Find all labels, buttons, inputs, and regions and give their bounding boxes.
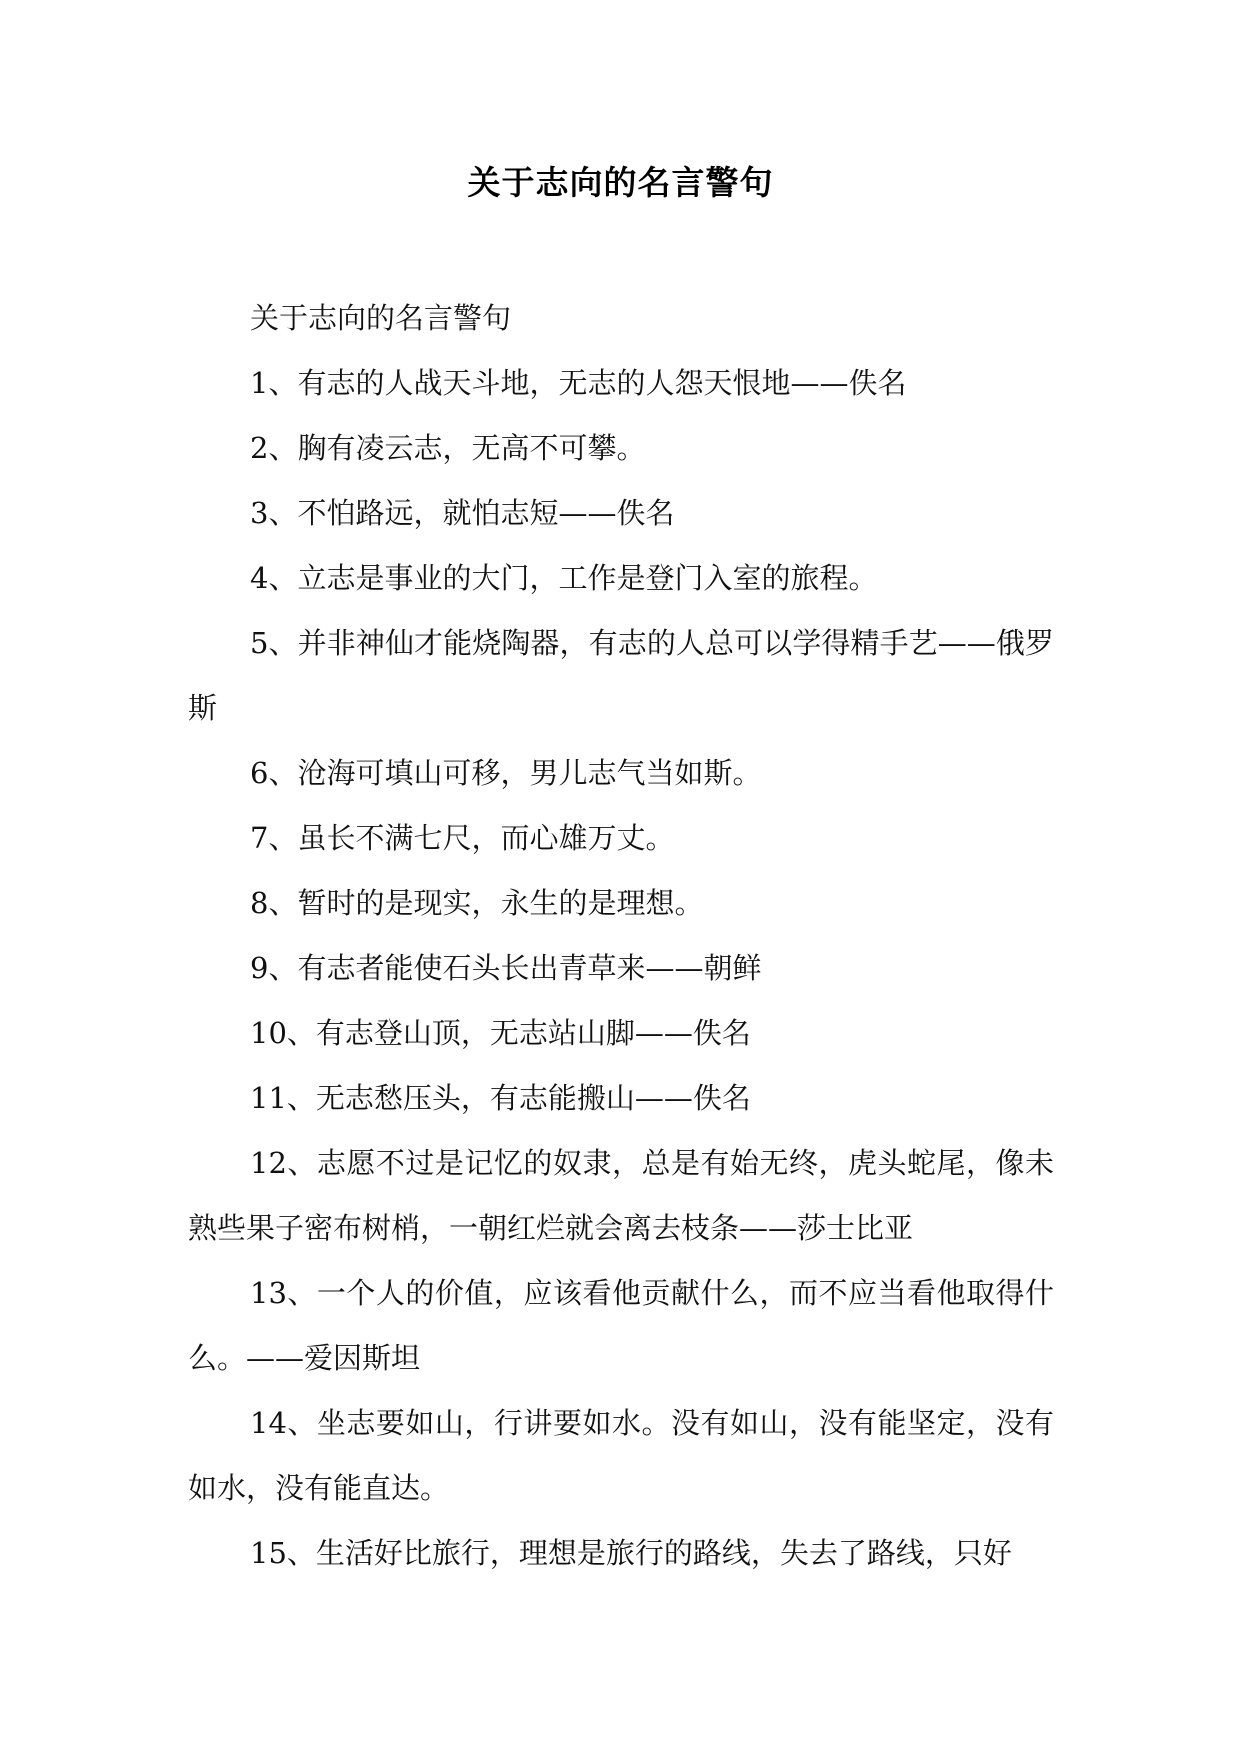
quote-item-1: 1、有志的人战天斗地，无志的人怨天恨地——佚名 xyxy=(250,366,907,400)
document-body xyxy=(188,286,1054,1586)
quote-item-5: 5、并非神仙才能烧陶器，有志的人总可以学得精手艺——俄罗斯 xyxy=(188,626,1054,725)
quote-item-12: 12、志愿不过是记忆的奴隶，总是有始无终，虎头蛇尾，像未熟些果子密布树梢，一朝红烂就会离去枝条——莎士比亚 xyxy=(188,1146,1054,1245)
quote-item-15: 15、生活好比旅行，理想是旅行的路线，失去了路线，只好 xyxy=(250,1536,1012,1570)
quote-item-8: 8、暂时的是现实，永生的是理想。 xyxy=(250,886,704,920)
paragraph-heading: 关于志向的名言警句 xyxy=(250,301,512,335)
quote-item-13: 13、一个人的价值，应该看他贡献什么，而不应当看他取得什么。——爱因斯坦 xyxy=(188,1276,1054,1375)
quote-item-3: 3、不怕路远，就怕志短——佚名 xyxy=(250,496,675,530)
quote-item-14: 14、坐志要如山，行讲要如水。没有如山，没有能坚定，没有如水，没有能直达。 xyxy=(188,1406,1054,1505)
quote-item-7: 7、虽长不满七尺，而心雄万丈。 xyxy=(250,821,675,855)
quote-item-11: 11、无志愁压头，有志能搬山——佚名 xyxy=(250,1081,751,1115)
quote-item-4: 4、立志是事业的大门，工作是登门入室的旅程。 xyxy=(250,561,878,595)
quote-item-10: 10、有志登山顶，无志站山脚——佚名 xyxy=(250,1016,751,1050)
document-title: 关于志向的名言警句 xyxy=(467,163,774,202)
quote-item-6: 6、沧海可填山可移，男儿志气当如斯。 xyxy=(250,756,762,790)
quote-item-2: 2、胸有凌云志，无高不可攀。 xyxy=(250,431,646,465)
quote-item-9: 9、有志者能使石头长出青草来——朝鲜 xyxy=(250,951,762,985)
